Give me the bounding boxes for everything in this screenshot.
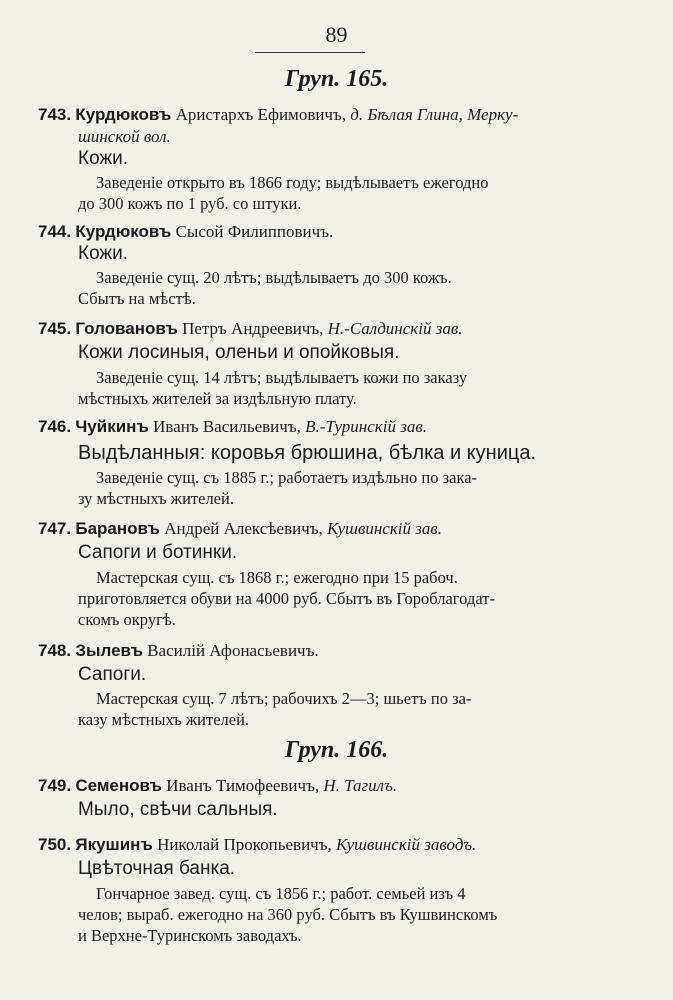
entry-number: 743.: [38, 105, 72, 124]
entry-place-cont: шинской вол.: [78, 127, 171, 146]
entry-desc-line: Мастерская сущ. 7 лѣтъ; рабочихъ 2—3; шьетъ по за-: [96, 689, 472, 708]
entry-header: [38, 518, 442, 539]
entry-desc-line: скомъ округѣ.: [78, 610, 176, 629]
entry-product: Кожи.: [78, 148, 129, 169]
entry-number: 745.: [38, 319, 72, 338]
entry-place: Н. Тагилъ.: [323, 776, 398, 795]
entry-number: 749.: [38, 776, 72, 795]
entry-number: 746.: [38, 417, 72, 436]
entry-name: Андрей Алексѣевичъ,: [164, 519, 323, 538]
entry-desc-line: Заведеніе открыто въ 1866 году; выдѣлываетъ ежегодно: [96, 173, 489, 192]
entry-surname: Семеновъ: [75, 776, 162, 795]
entry-name: Аристархъ Ефимовичъ,: [175, 105, 347, 124]
page-number: 89: [325, 22, 348, 47]
entry-desc-line: мѣстныхъ жителей за издѣльную плату.: [78, 389, 357, 408]
entry-place: Кушвинскій зав.: [327, 519, 443, 538]
entry-header: [38, 221, 333, 242]
entry-product: Мыло, свѣчи сальныя.: [78, 799, 278, 820]
entry-place: В.-Туринскій зав.: [305, 417, 427, 436]
entry-surname: Барановъ: [75, 519, 160, 538]
entry-name: Иванъ Васильевичъ,: [153, 417, 301, 436]
entry-desc-line: Заведеніе сущ. 14 лѣтъ; выдѣлываетъ кожи по заказу: [96, 368, 468, 387]
entry-surname: Головановъ: [75, 319, 178, 338]
group-heading-166: Груп. 166.: [284, 737, 389, 763]
entry-number: 750.: [38, 835, 72, 854]
entry-number: 748.: [38, 641, 72, 660]
entry-desc-line: Гончарное завед. сущ. съ 1856 г.; работ. семьей изъ 4: [96, 884, 466, 903]
entry-desc-line: Заведеніе сущ. 20 лѣтъ; выдѣлываетъ до 300 кожъ.: [96, 268, 452, 287]
entry-name: Сысой Филипповичъ.: [175, 222, 334, 241]
entry-header: [38, 104, 518, 125]
entry-desc-line: казу мѣстныхъ жителей.: [78, 710, 250, 729]
entry-surname: Чуйкинъ: [75, 417, 149, 436]
entry-desc-line: Заведеніе сущ. съ 1885 г.; работаетъ издѣльно по зака-: [96, 468, 478, 487]
entry-name: Иванъ Тимофеевичъ,: [166, 776, 320, 795]
entry-header: [38, 640, 319, 661]
entry-product: Кожи.: [78, 243, 129, 264]
entry-name: Николай Прокопьевичъ,: [157, 835, 332, 854]
entry-desc-line: до 300 кожъ по 1 руб. со штуки.: [78, 194, 302, 213]
entry-header: [38, 318, 462, 339]
entry-surname: Зылевъ: [75, 641, 143, 660]
entry-header-cont: [78, 126, 171, 147]
entry-header: [38, 416, 427, 437]
entry-name: Петръ Андреевичъ,: [182, 319, 324, 338]
entry-product: Сапоги.: [78, 664, 147, 685]
entry-place: д. Бѣлая Глина, Мерку-: [350, 105, 519, 124]
entry-place: Кушвинскій заводъ.: [336, 835, 477, 854]
entry-product: Кожи лосиныя, оленьи и опойковыя.: [78, 342, 400, 363]
entry-desc-line: приготовляется обуви на 4000 руб. Сбытъ въ Горoблагодат-: [78, 589, 495, 608]
entry-surname: Якушинъ: [75, 835, 153, 854]
entry-desc-line: зу мѣстныхъ жителей.: [78, 489, 234, 508]
entry-surname: Курдюковъ: [75, 222, 172, 241]
entry-product: Цвѣточная банка.: [78, 858, 236, 879]
entry-place: Н.-Салдинскій зав.: [327, 319, 463, 338]
entry-product: Сапоги и ботинки.: [78, 542, 238, 563]
entry-desc-line: и Верхне-Туринскомъ заводахъ.: [78, 926, 302, 945]
page-number-rule: [255, 52, 365, 53]
entry-desc-line: Сбытъ на мѣстѣ.: [78, 289, 196, 308]
entry-number: 747.: [38, 519, 72, 538]
entry-product: Выдѣланныя: коровья брюшина, бѣлка и куница.: [78, 442, 536, 464]
group-heading-165: Груп. 165.: [284, 66, 389, 92]
entry-name: Василій Афонасьевичъ.: [147, 641, 319, 660]
entry-desc-line: челов; выраб. ежегодно на 360 руб. Сбытъ въ Кушвинскомъ: [78, 905, 498, 924]
entry-surname: Курдюковъ: [75, 105, 172, 124]
entry-header: [38, 834, 476, 855]
entry-header: [38, 775, 397, 796]
entry-desc-line: Мастерская сущ. съ 1868 г.; ежегодно при 15 рабоч.: [96, 568, 458, 587]
entry-number: 744.: [38, 222, 72, 241]
